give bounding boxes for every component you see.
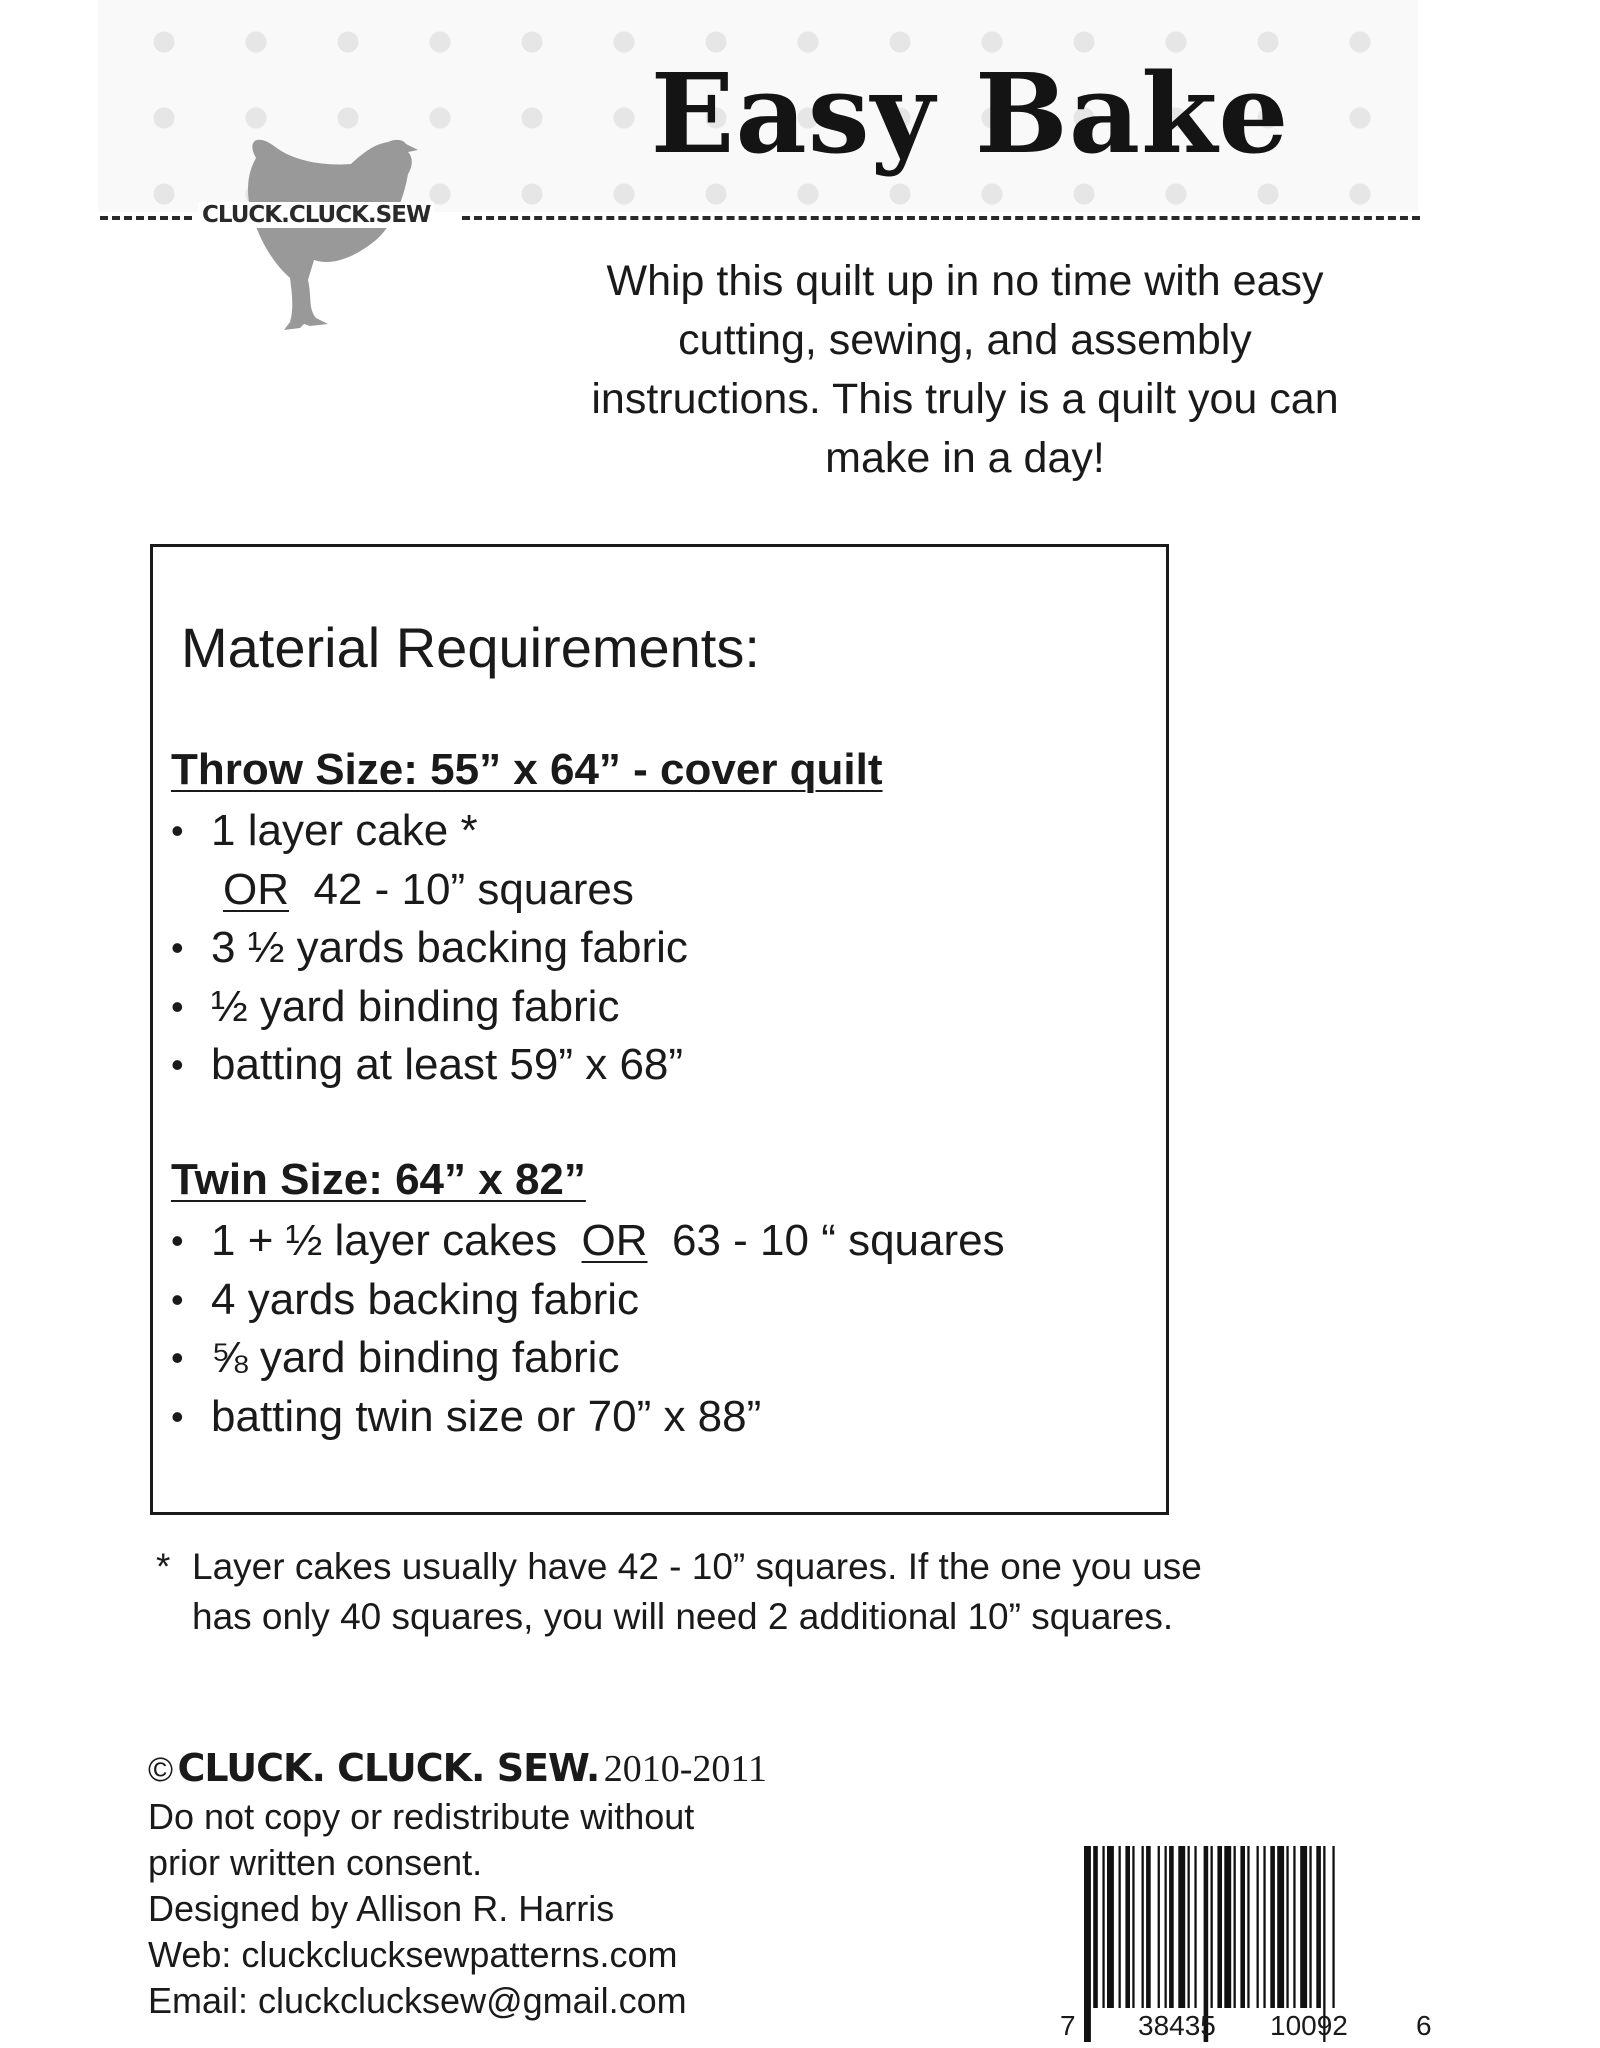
barcode-bar: [1107, 1846, 1114, 2008]
web-link[interactable]: Web: cluckclucksewpatterns.com: [148, 1934, 678, 1975]
tagline-line: cutting, sewing, and assembly: [678, 316, 1252, 364]
contact-info: [148, 1794, 694, 2024]
barcode-bar: [1293, 1846, 1295, 2008]
copyright-years: 2010-2011: [603, 1748, 768, 1790]
brand-tag: CLUCK.CLUCK.SEW: [198, 202, 434, 228]
barcode-digit: 7: [1060, 2010, 1076, 2041]
barcode-digit: 6: [1416, 2010, 1432, 2041]
materials-title: Material Requirements:: [181, 616, 760, 679]
material-requirements-box: Material Requirements: Throw Size: 55” x 64” - cover quilt • 1 layer cake * OR 42 - 10” squares • 3 ½ yards backing fabric • ½ yard binding fabric • batting at least 59” x 68” Twin Size: 64” x 82” • 1 + ½ layer cakes OR 63 - 10 “ squares • 4 yards backing fabric • ⅝ yard binding fabric • batting twin size or 70” x 88”: [150, 544, 1169, 1515]
or-label: OR: [581, 1216, 648, 1265]
designer-line: Designed by Allison R. Harris: [148, 1888, 615, 1929]
barcode-bar: [1132, 1846, 1134, 2008]
tagline-line: Whip this quilt up in no time with easy: [606, 257, 1324, 305]
barcode-bar: [1316, 1846, 1321, 2008]
barcode-bar: [1270, 1846, 1275, 2008]
barcode-bar: [1125, 1846, 1130, 2008]
barcode-bar: [1084, 1846, 1091, 2042]
bullet-marker: •: [171, 1337, 184, 1378]
email-link[interactable]: Email: cluckclucksew@gmail.com: [148, 1980, 687, 2021]
barcode-digit: 38435: [1138, 2010, 1216, 2041]
barcode-bar: [1234, 1846, 1236, 2008]
dashed-rule-right: [462, 216, 1420, 220]
barcode-bar: [1158, 1846, 1160, 2008]
bullet-marker: •: [171, 1278, 184, 1320]
pattern-title: Easy Bake: [650, 49, 1290, 178]
barcode-bar: [1224, 1846, 1231, 2008]
hen-silhouette-icon: [236, 128, 436, 348]
tagline-line: make in a day!: [825, 434, 1105, 482]
copyright-symbol: ©: [148, 1751, 174, 1789]
barcode-bar: [1309, 1846, 1311, 2008]
dashed-rule-left: [100, 216, 192, 220]
bullet-marker: •: [171, 1220, 184, 1261]
barcode-bar: [1217, 1846, 1222, 2008]
barcode-bar: [1169, 1846, 1174, 2008]
barcode-bar: [1332, 1846, 1334, 2008]
contact-line: Do not copy or redistribute without: [148, 1796, 695, 1837]
barcode-bar: [1146, 1846, 1151, 2008]
footnote-line: has only 40 squares, you will need 2 additional 10” squares.: [192, 1596, 1174, 1637]
barcode-bar: [1194, 1846, 1196, 2008]
barcode-digit: 10092: [1270, 2010, 1348, 2041]
bullet-marker: •: [171, 927, 184, 968]
barcode-bar: [1211, 1846, 1213, 2008]
copyright-brand: CLUCK. CLUCK. SEW.: [177, 1746, 600, 1790]
barcode-bar: [1240, 1846, 1245, 2008]
barcode-bar: [1178, 1846, 1185, 2008]
barcode-bar: [1263, 1846, 1265, 2008]
bullet-marker: •: [171, 1395, 184, 1437]
barcode-bar: [1300, 1846, 1307, 2008]
bullet-marker: •: [171, 985, 184, 1027]
barcode-bar: [1102, 1846, 1104, 2008]
footnote-marker: *: [156, 1546, 171, 1587]
barcode-icon: [1060, 1846, 1440, 2048]
throw-size-heading: Throw Size: 55” x 64” - cover quilt: [171, 745, 883, 794]
barcode-bar: [1286, 1846, 1288, 2008]
tagline: [540, 252, 1390, 488]
barcode-bar: [1257, 1846, 1259, 2008]
bullet-marker: •: [171, 1044, 184, 1085]
barcode-bar: [1247, 1846, 1249, 2008]
twin-size-heading: Twin Size: 64” x 82”: [171, 1155, 586, 1204]
contact-line: prior written consent.: [148, 1842, 483, 1883]
barcode-bar: [1188, 1846, 1190, 2008]
barcode-bar: [1277, 1846, 1284, 2008]
bullet-marker: •: [171, 810, 184, 851]
tagline-line: instructions. This truly is a quilt you can: [591, 375, 1339, 423]
barcode-bar: [1119, 1846, 1121, 2008]
footnote-line: Layer cakes usually have 42 - 10” squares. If the one you use: [192, 1546, 1202, 1587]
barcode-bar: [1142, 1846, 1144, 2008]
or-label: OR: [223, 864, 289, 914]
barcode-bar: [1093, 1846, 1098, 2008]
copyright-line: [148, 1746, 767, 1791]
barcode-bar: [1165, 1846, 1167, 2008]
